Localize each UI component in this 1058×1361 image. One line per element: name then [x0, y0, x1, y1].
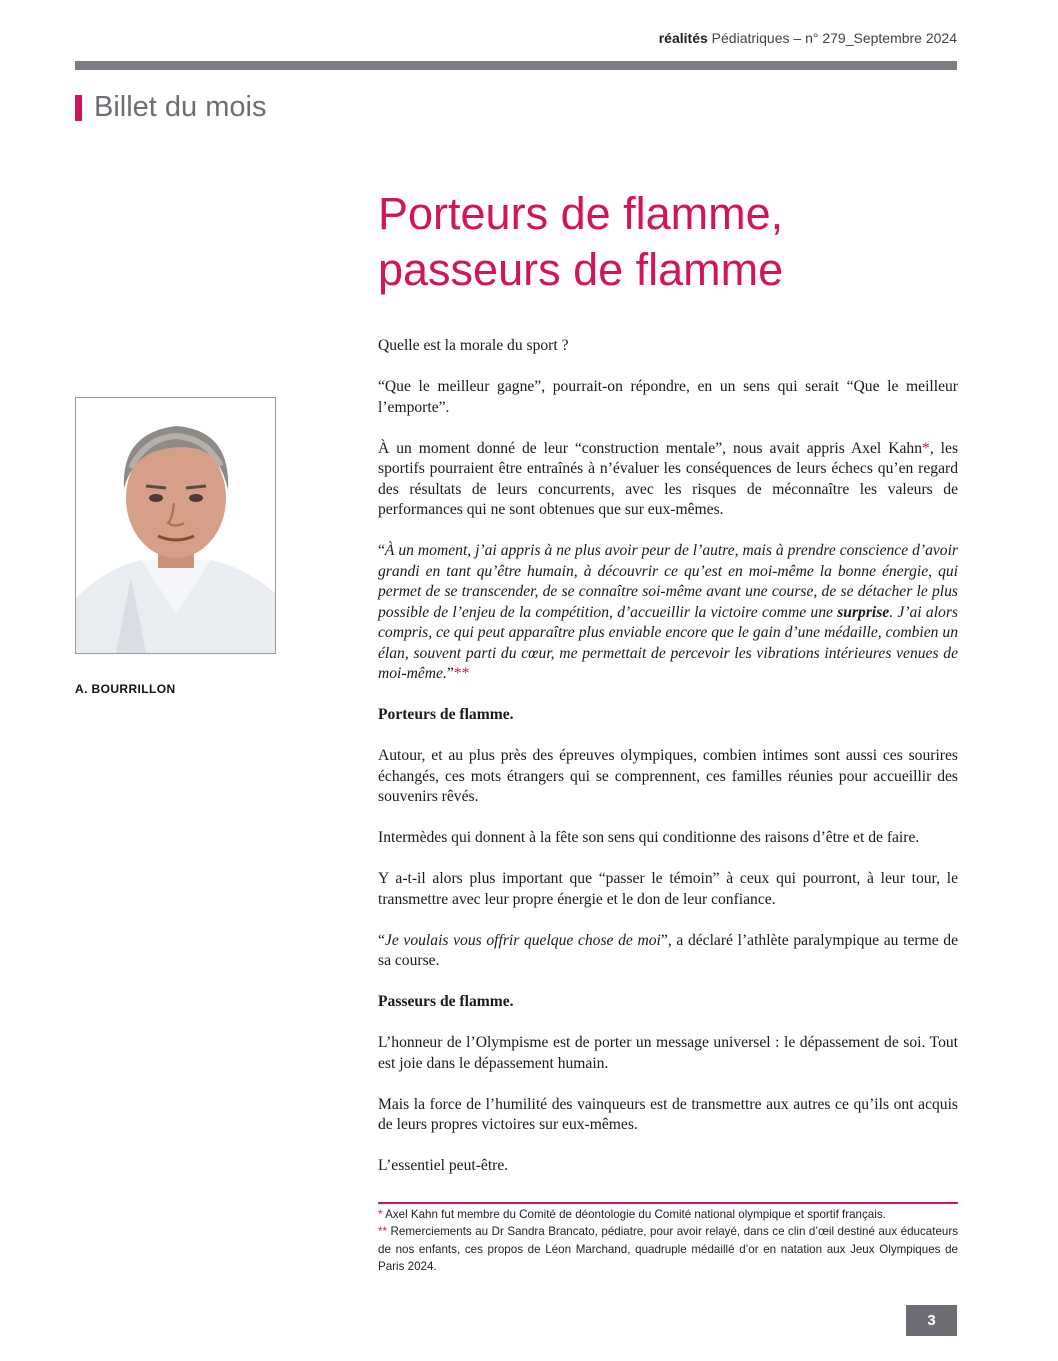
- paragraph: L’honneur de l’Olympisme est de porter un message universel : le dépassement de soi. Tout est joie dans le dépassement humain.: [378, 1034, 958, 1072]
- section-heading: [75, 91, 266, 124]
- header-rule: [75, 61, 957, 70]
- author-portrait-image: [76, 398, 275, 653]
- section-marker: [75, 95, 82, 121]
- article-body: [378, 336, 958, 1197]
- paragraph: L’essentiel peut-être.: [378, 1157, 509, 1174]
- page-number: 3: [906, 1305, 957, 1336]
- paragraph: Mais la force de l’humilité des vainqueurs est de transmettre aux autres ce qu’ils ont acquis de leurs propres victoires sur eux-mêmes.: [378, 1095, 958, 1133]
- paragraph: À un moment donné de leur “construction mentale”, nous avait appris Axel Kahn*, les sportifs pourraient être entraînés à n’évaluer les conséquences de leurs échecs qu’en regard des résultats de leurs concurrents, avec les risques de méconnaître les valeurs de performances qui ne sont obtenues que sur eux-mêmes.: [378, 439, 959, 518]
- article-title: [378, 186, 958, 298]
- paragraph: Y a-t-il alors plus important que “passer le témoin” à ceux qui pourront, à leur tour, le transmettre avec leur propre énergie et le don de leur confiance.: [378, 870, 958, 908]
- author-name: A. BOURRILLON: [75, 682, 176, 696]
- title-line-2: passeurs de flamme: [378, 244, 784, 295]
- subheading: Passeurs de flamme.: [378, 993, 514, 1010]
- footnotes-rule: [378, 1202, 958, 1204]
- author-photo: [75, 397, 276, 654]
- journal-brand: réalités: [658, 30, 708, 46]
- subheading: Porteurs de flamme.: [378, 706, 514, 723]
- paragraph: Intermèdes qui donnent à la fête son sens qui conditionne des raisons d’être et de faire.: [378, 829, 920, 846]
- footnote-marker: **: [453, 665, 470, 682]
- footnote: ** Remerciements au Dr Sandra Brancato, pédiatre, pour avoir relayé, dans ce clin d’œil destiné aux éducateurs de nos enfants, ces propos de Léon Marchand, quadruple médaillé d’or en natation aux Jeux Olympiques de Paris 2024.: [378, 1225, 958, 1273]
- running-header: [659, 30, 957, 46]
- section-label: Billet du mois: [94, 91, 267, 123]
- footnote-marker: *: [922, 439, 930, 457]
- paragraph: “Je voulais vous offrir quelque chose de moi”, a déclaré l’athlète paralympique au terme de sa course.: [378, 931, 958, 969]
- title-line-1: Porteurs de flamme,: [378, 188, 784, 239]
- journal-issue: Pédiatriques – n° 279_Septembre 2024: [711, 30, 957, 46]
- footnote: * Axel Kahn fut membre du Comité de déontologie du Comité national olympique et sportif français.: [378, 1208, 886, 1221]
- paragraph: Autour, et au plus près des épreuves olympiques, combien intimes sont aussi ces sourires échangés, ces mots étrangers qui se comprennent, ces familles réunies pour accueillir des souvenirs rêvés.: [378, 747, 958, 805]
- paragraph: Quelle est la morale du sport ?: [378, 337, 569, 354]
- footnotes: [378, 1206, 958, 1275]
- paragraph: “Que le meilleur gagne”, pourrait-on répondre, en un sens qui serait “Que le meilleur l’emporte”.: [378, 378, 958, 416]
- quote-paragraph: “À un moment, j’ai appris à ne plus avoir peur de l’autre, mais à prendre conscience d’avoir grandi en tant qu’être humain, à découvrir ce qu’est en moi-même la bonne énergie, qui permet de se transcender, de se connaître soi-même avant une course, de se détacher le plus possible de l’enjeu de la compétition, d’accueillir la victoire comme une surprise. J’ai alors compris, ce qui peut apparaître plus enviable encore que le gain d’une médaille, combien un élan, souvent parti du cœur, me permettait de percevoir les vibrations intérieures venues de moi-même.”**: [378, 542, 958, 682]
- emphasis: surprise: [837, 603, 890, 621]
